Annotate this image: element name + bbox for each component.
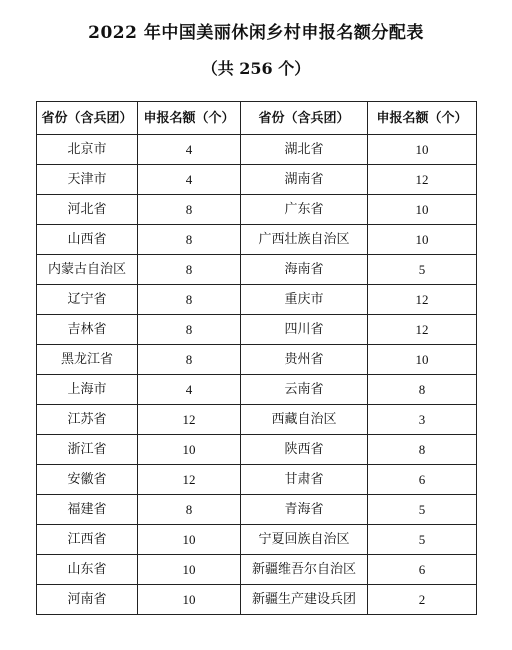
quota-cell: 2 [368, 585, 477, 615]
quota-cell: 8 [138, 195, 241, 225]
province-cell: 北京市 [37, 135, 138, 165]
quota-cell: 12 [368, 165, 477, 195]
province-cell: 青海省 [241, 495, 368, 525]
quota-cell: 8 [138, 495, 241, 525]
quota-cell: 4 [138, 375, 241, 405]
header-quota-left: 申报名额（个） [138, 102, 241, 135]
table-body [37, 135, 477, 615]
quota-cell: 5 [368, 525, 477, 555]
province-cell: 西藏自治区 [241, 405, 368, 435]
quota-cell: 6 [368, 555, 477, 585]
province-cell: 山西省 [37, 225, 138, 255]
province-cell: 广西壮族自治区 [241, 225, 368, 255]
province-cell: 天津市 [37, 165, 138, 195]
province-cell: 重庆市 [241, 285, 368, 315]
province-cell: 新疆生产建设兵团 [241, 585, 368, 615]
table-row [37, 375, 477, 405]
province-cell: 云南省 [241, 375, 368, 405]
province-cell: 四川省 [241, 315, 368, 345]
table-row [37, 135, 477, 165]
province-cell: 辽宁省 [37, 285, 138, 315]
quota-cell: 8 [138, 285, 241, 315]
quota-cell: 8 [138, 315, 241, 345]
quota-cell: 8 [138, 225, 241, 255]
table-row [37, 585, 477, 615]
quota-cell: 5 [368, 255, 477, 285]
table-row [37, 255, 477, 285]
table-row [37, 405, 477, 435]
quota-cell: 10 [368, 225, 477, 255]
quota-cell: 10 [138, 435, 241, 465]
province-cell: 内蒙古自治区 [37, 255, 138, 285]
province-cell: 黑龙江省 [37, 345, 138, 375]
table-row [37, 555, 477, 585]
table-header-row [37, 102, 477, 135]
province-cell: 宁夏回族自治区 [241, 525, 368, 555]
table-row [37, 345, 477, 375]
province-cell: 河南省 [37, 585, 138, 615]
table-row [37, 165, 477, 195]
province-cell: 新疆维吾尔自治区 [241, 555, 368, 585]
quota-cell: 8 [368, 375, 477, 405]
quota-cell: 8 [138, 255, 241, 285]
quota-cell: 10 [138, 585, 241, 615]
quota-cell: 8 [368, 435, 477, 465]
quota-table [36, 101, 477, 615]
province-cell: 江西省 [37, 525, 138, 555]
document-subtitle: （共 256 个） [201, 59, 311, 78]
province-cell: 上海市 [37, 375, 138, 405]
province-cell: 山东省 [37, 555, 138, 585]
quota-cell: 10 [368, 135, 477, 165]
table-row [37, 315, 477, 345]
province-cell: 福建省 [37, 495, 138, 525]
province-cell: 广东省 [241, 195, 368, 225]
province-cell: 海南省 [241, 255, 368, 285]
quota-cell: 10 [138, 555, 241, 585]
quota-cell: 6 [368, 465, 477, 495]
province-cell: 吉林省 [37, 315, 138, 345]
quota-cell: 10 [368, 195, 477, 225]
province-cell: 河北省 [37, 195, 138, 225]
table-row [37, 435, 477, 465]
province-cell: 安徽省 [37, 465, 138, 495]
province-cell: 湖南省 [241, 165, 368, 195]
header-province-right: 省份（含兵团） [241, 102, 368, 135]
quota-cell: 3 [368, 405, 477, 435]
province-cell: 贵州省 [241, 345, 368, 375]
quota-cell: 12 [368, 315, 477, 345]
quota-cell: 10 [368, 345, 477, 375]
table-row [37, 285, 477, 315]
province-cell: 湖北省 [241, 135, 368, 165]
document-title: 2022 年中国美丽休闲乡村申报名额分配表 [88, 23, 424, 43]
quota-cell: 4 [138, 165, 241, 195]
quota-cell: 12 [138, 465, 241, 495]
quota-cell: 10 [138, 525, 241, 555]
table-row [37, 465, 477, 495]
quota-cell: 12 [138, 405, 241, 435]
quota-cell: 4 [138, 135, 241, 165]
table-row [37, 225, 477, 255]
province-cell: 陕西省 [241, 435, 368, 465]
province-cell: 江苏省 [37, 405, 138, 435]
quota-cell: 8 [138, 345, 241, 375]
quota-cell: 12 [368, 285, 477, 315]
table-row [37, 195, 477, 225]
quota-cell: 5 [368, 495, 477, 525]
header-province-left: 省份（含兵团） [37, 102, 138, 135]
header-quota-right: 申报名额（个） [368, 102, 477, 135]
province-cell: 甘肃省 [241, 465, 368, 495]
province-cell: 浙江省 [37, 435, 138, 465]
table-row [37, 525, 477, 555]
table-row [37, 495, 477, 525]
